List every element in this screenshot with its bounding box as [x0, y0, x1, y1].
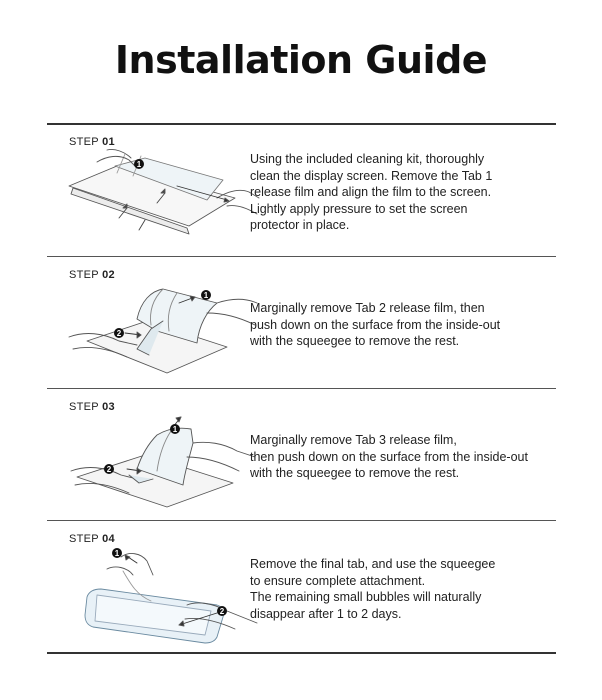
description-line: release film and align the film to the screen. — [250, 185, 492, 199]
step-number: 04 — [102, 533, 115, 545]
step-number: 01 — [102, 136, 115, 148]
description-line: disappear after 1 to 2 days. — [250, 606, 402, 621]
step-01-description — [250, 151, 492, 234]
description-line: clean the display screen. Remove the Tab 1 — [250, 168, 493, 183]
description-line: with the squeegee to remove the rest. — [250, 466, 460, 480]
callout-2-label: 2 — [116, 329, 122, 338]
callout-2-label: 2 — [219, 607, 225, 616]
step-number: 03 — [102, 401, 115, 413]
divider — [47, 652, 556, 654]
callout-1-label: 1 — [114, 549, 120, 558]
callout-2-label: 2 — [106, 465, 112, 474]
step-03-description — [250, 432, 528, 482]
step-04-illustration — [67, 545, 262, 645]
callout-1-label: 1 — [136, 160, 142, 169]
description-line: to ensure complete attachment. — [250, 573, 426, 588]
step-04-description — [250, 556, 495, 622]
description-line: with the squeegee to remove the rest. — [250, 334, 460, 348]
step-03 — [47, 389, 556, 521]
step-01-illustration — [67, 148, 262, 248]
step-02 — [47, 257, 556, 389]
step-label — [69, 401, 115, 413]
step-label-prefix: STEP — [69, 269, 99, 281]
step-label — [69, 136, 115, 148]
callout-1-label: 1 — [172, 425, 178, 434]
description-line: then push down on the surface from the inside-out — [250, 449, 528, 464]
step-label-prefix: STEP — [69, 136, 99, 148]
description-line: Using the included cleaning kit, thoroughly — [250, 152, 485, 166]
step-03-illustration — [67, 413, 262, 513]
step-02-description — [250, 300, 500, 350]
step-label-prefix: STEP — [69, 401, 99, 413]
description-line: Marginally remove Tab 3 release film, — [250, 433, 457, 447]
description-line: Remove the final tab, and use the squeegee — [250, 557, 496, 571]
step-01 — [47, 124, 556, 256]
description-line: protector in place. — [250, 218, 350, 232]
description-line: The remaining small bubbles will naturally — [250, 590, 482, 604]
description-line: Marginally remove Tab 2 release film, then — [250, 301, 485, 315]
step-label-prefix: STEP — [69, 533, 99, 545]
description-line: push down on the surface from the inside-out — [250, 317, 501, 332]
step-04 — [47, 521, 556, 653]
step-number: 02 — [102, 269, 115, 281]
step-label — [69, 269, 115, 281]
step-02-illustration — [67, 281, 262, 381]
page-title: Installation Guide — [114, 38, 488, 82]
step-label — [69, 533, 115, 545]
description-line: Lightly apply pressure to set the screen — [250, 201, 468, 216]
callout-1-label: 1 — [203, 291, 209, 300]
